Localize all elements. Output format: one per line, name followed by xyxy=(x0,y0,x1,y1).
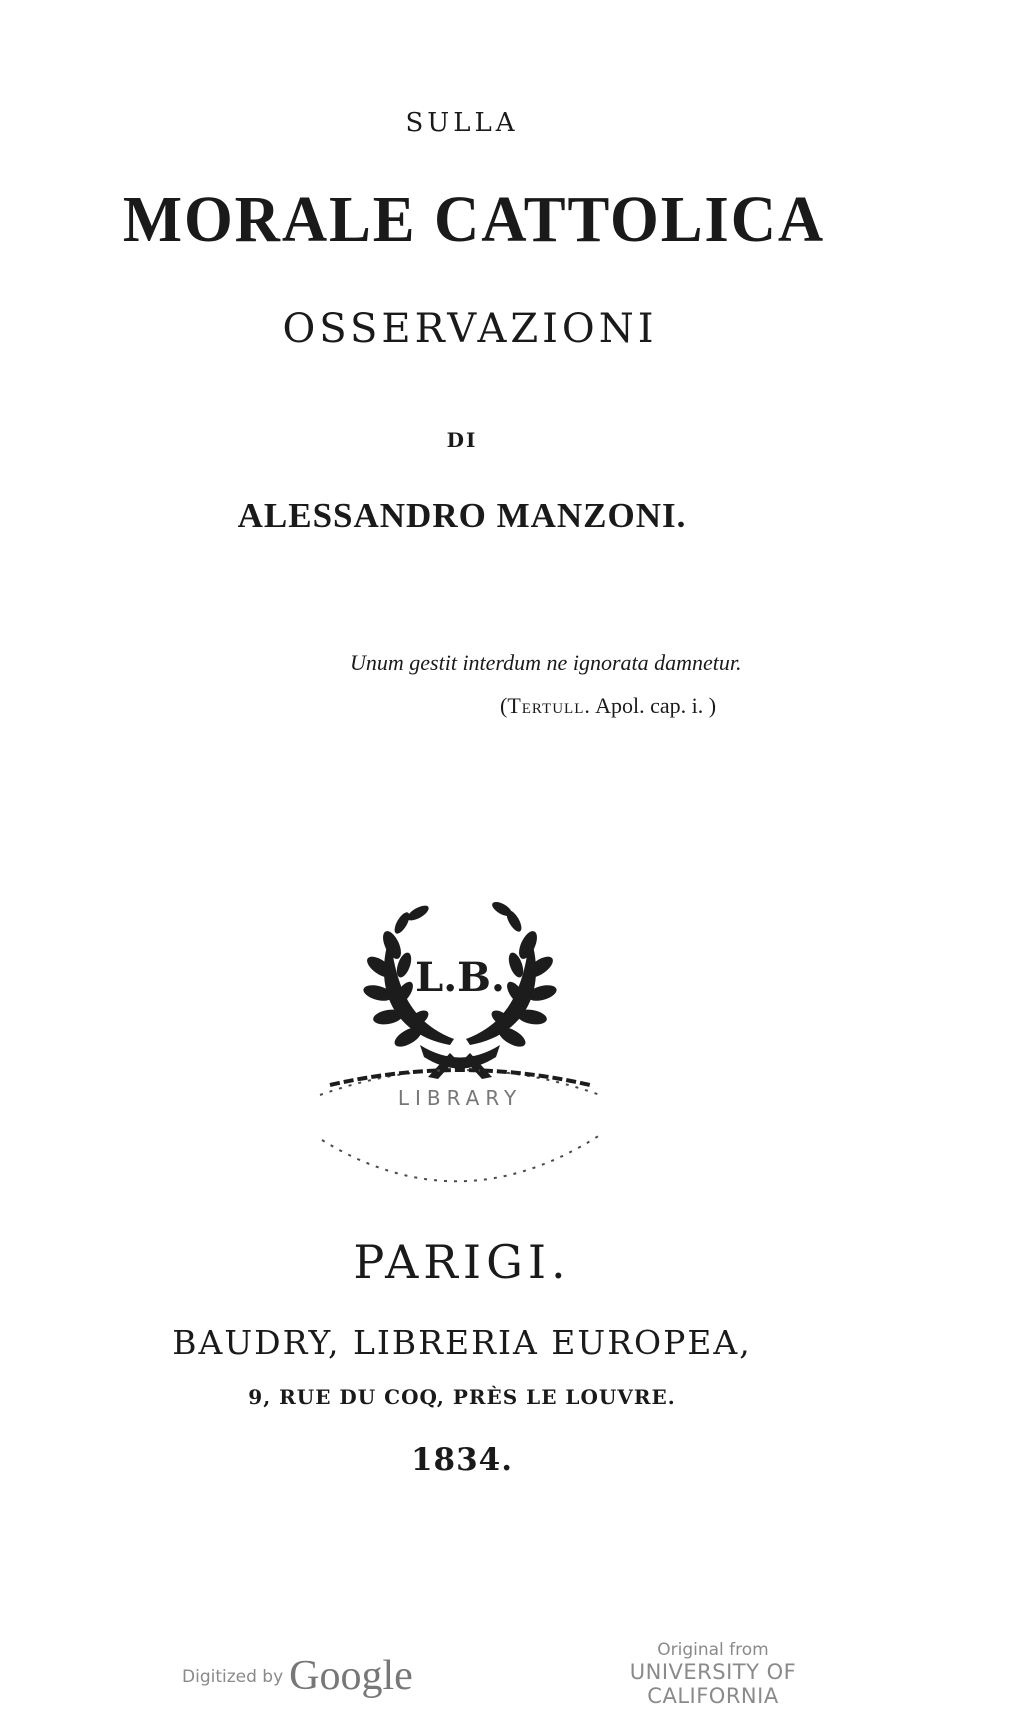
imprint-publisher: BAUDRY, LIBRERIA EUROPEA, xyxy=(172,1323,752,1362)
by-line: DI xyxy=(446,428,478,452)
emblem-monogram: L.B. xyxy=(415,954,505,1001)
university-name: UNIVERSITY OF CALIFORNIA xyxy=(629,1660,797,1708)
google-logo: Google xyxy=(289,1653,413,1699)
digitized-by-watermark xyxy=(182,1652,413,1700)
subtitle: OSSERVAZIONI xyxy=(282,306,658,352)
original-from-watermark xyxy=(578,1640,848,1708)
citation-open: ( xyxy=(500,693,508,718)
pre-title: SULLA xyxy=(405,108,519,138)
digitized-by-label: Digitized by xyxy=(182,1667,284,1687)
main-title: MORALE CATTOLICA xyxy=(122,183,826,256)
epigraph-citation xyxy=(500,693,716,719)
citation-author: Tertull. xyxy=(507,693,591,718)
imprint-city: PARIGI. xyxy=(353,1235,571,1289)
citation-work: Apol. cap. i. xyxy=(590,693,709,718)
epigraph: Unum gestit interdum ne ignorata damnetur. xyxy=(350,650,742,675)
imprint-address: 9, RUE DU COQ, PRÈS LE LOUVRE. xyxy=(248,1385,676,1409)
library-stamp: LIBRARY xyxy=(397,1086,523,1110)
wreath-emblem xyxy=(300,895,620,1225)
imprint-year: 1834. xyxy=(410,1442,514,1478)
citation-close: ) xyxy=(708,693,717,718)
author-name: ALESSANDRO MANZONI. xyxy=(237,496,687,535)
original-from-label: Original from xyxy=(657,1640,769,1660)
